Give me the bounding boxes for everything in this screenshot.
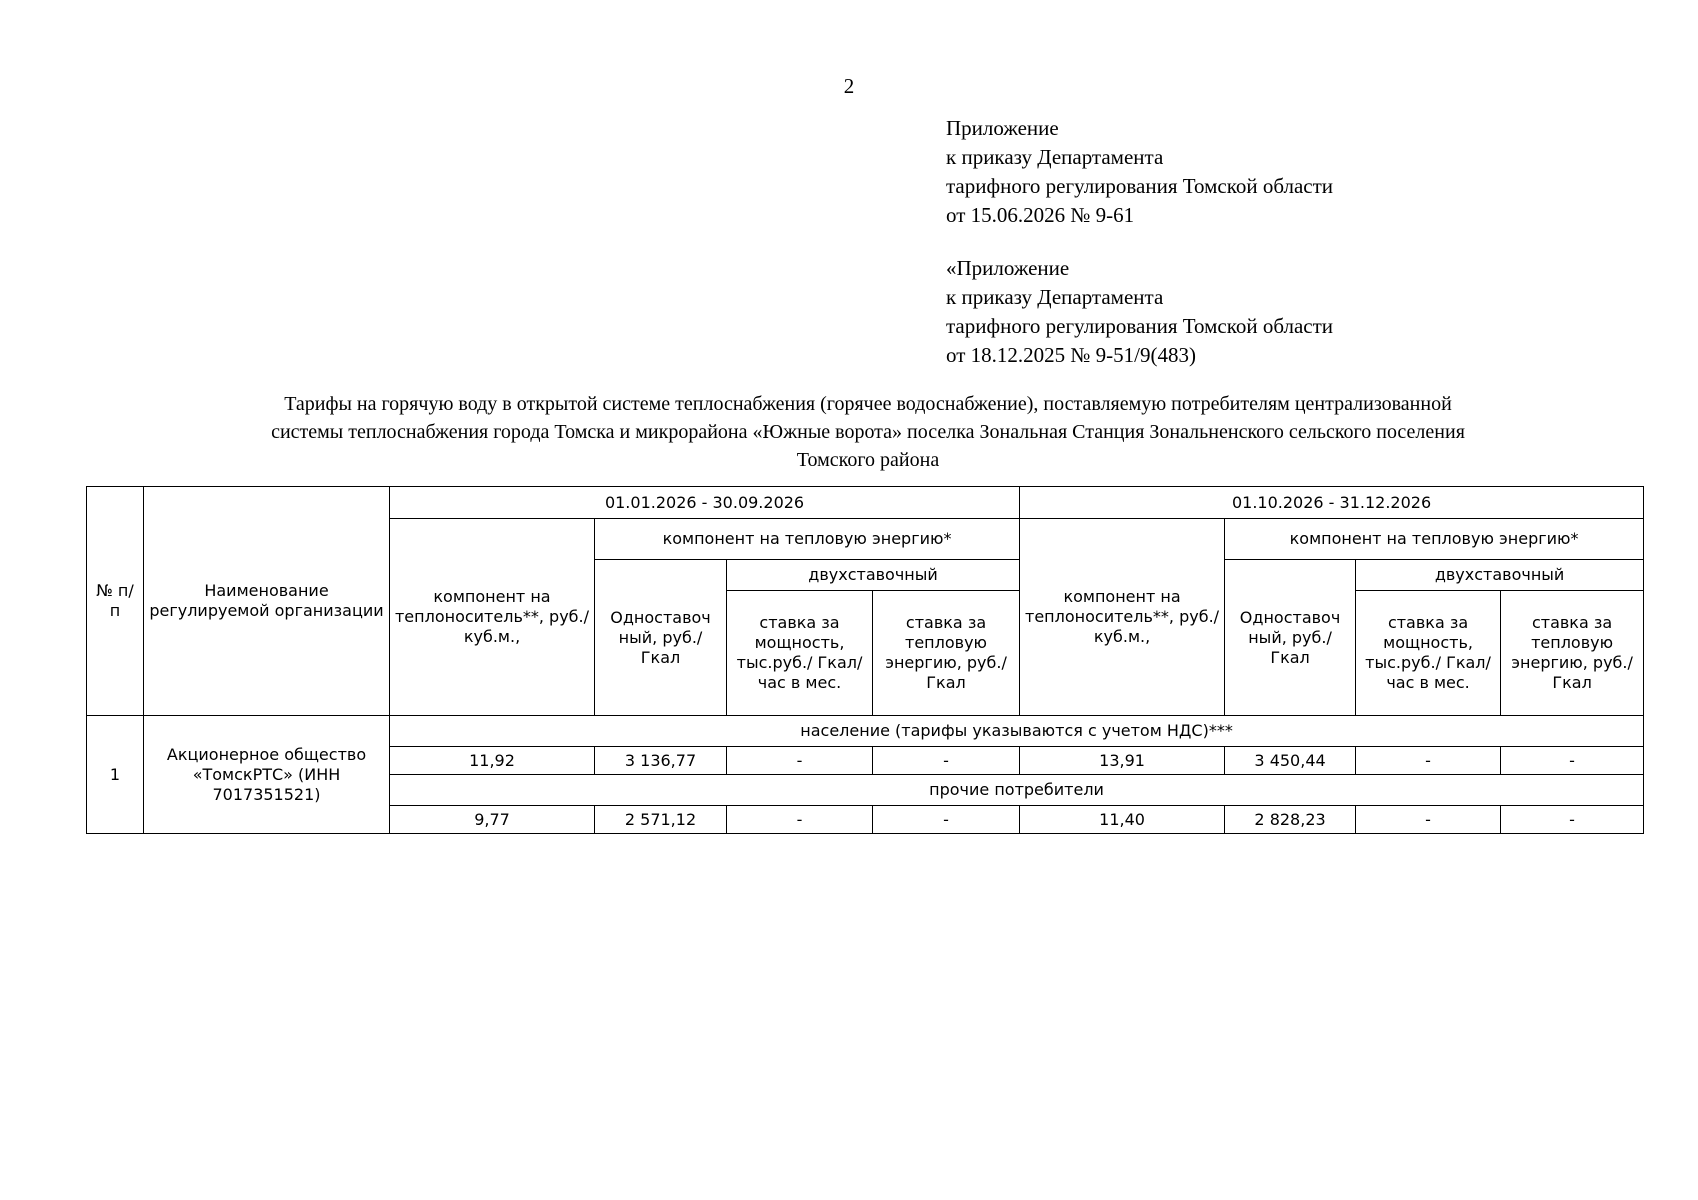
appendix-current-line: Приложение xyxy=(946,116,1059,140)
appendix-previous-line: «Приложение xyxy=(946,256,1070,280)
table-cell: - xyxy=(1356,747,1501,775)
row-org-name: Акционерное общество «ТомскРТС» (ИНН 7017351521) xyxy=(144,716,390,834)
table-cell: - xyxy=(727,806,873,834)
document-title-line: системы теплоснабжения города Томска и микрорайона «Южные ворота» поселка Зональная Станция Зональненского сельского поселения xyxy=(271,421,1465,443)
header-heat-component-2: компонент на тепловую энергию* xyxy=(1225,519,1644,560)
appendix-previous-line: к приказу Департамента xyxy=(946,285,1164,309)
table-cell: 2 828,23 xyxy=(1225,806,1356,834)
tariff-table xyxy=(86,486,1644,834)
header-two-rate-1: двухставочный xyxy=(727,560,1020,591)
consumer-group-label: население (тарифы указываются с учетом НДС)*** xyxy=(390,716,1644,747)
header-coolant-component-2: компонент на теплоноситель**, руб./куб.м., xyxy=(1020,519,1225,716)
consumer-group-label: прочие потребители xyxy=(390,775,1644,806)
table-cell: 11,40 xyxy=(1020,806,1225,834)
header-two-rate-2: двухставочный xyxy=(1356,560,1644,591)
table-cell: 9,77 xyxy=(390,806,595,834)
row-num: 1 xyxy=(87,716,144,834)
appendix-current-line: от 15.06.2026 № 9-61 xyxy=(946,203,1135,227)
table-cell: 3 136,77 xyxy=(595,747,727,775)
table-cell: - xyxy=(727,747,873,775)
appendix-current-line: тарифного регулирования Томской области xyxy=(946,174,1334,198)
appendix-current xyxy=(946,114,1333,230)
header-num: № п/п xyxy=(87,487,144,716)
page-number: 2 xyxy=(843,74,855,98)
header-capacity-rate-1: ставка за мощность, тыс.руб./ Гкал/час в мес. xyxy=(727,591,873,716)
table-cell: - xyxy=(1501,747,1644,775)
header-single-rate-1: Одноставоч ный, руб./Гкал xyxy=(595,560,727,716)
header-single-rate-2: Одноставоч ный, руб./Гкал xyxy=(1225,560,1356,716)
header-capacity-rate-2: ставка за мощность, тыс.руб./ Гкал/час в мес. xyxy=(1356,591,1501,716)
header-energy-rate-1: ставка за тепловую энергию, руб./Гкал xyxy=(873,591,1020,716)
header-heat-component-1: компонент на тепловую энергию* xyxy=(595,519,1020,560)
table-cell: - xyxy=(873,747,1020,775)
header-period-2: 01.10.2026 - 31.12.2026 xyxy=(1020,487,1644,519)
document-title-line: Тарифы на горячую воду в открытой системе теплоснабжения (горячее водоснабжение), поставляемую потребителям централизованной xyxy=(284,393,1452,415)
document-title xyxy=(118,390,1618,474)
appendix-previous-line: тарифного регулирования Томской области xyxy=(946,314,1334,338)
table-cell: - xyxy=(1501,806,1644,834)
table-cell: - xyxy=(1356,806,1501,834)
table-cell: 3 450,44 xyxy=(1225,747,1356,775)
table-cell: 11,92 xyxy=(390,747,595,775)
header-energy-rate-2: ставка за тепловую энергию, руб./Гкал xyxy=(1501,591,1644,716)
header-org-name: Наименование регулируемой организации xyxy=(144,487,390,716)
header-period-1: 01.01.2026 - 30.09.2026 xyxy=(390,487,1020,519)
header-coolant-component-1: компонент на теплоноситель**, руб./куб.м., xyxy=(390,519,595,716)
document-title-line: Томского района xyxy=(796,449,940,471)
table-cell: - xyxy=(873,806,1020,834)
table-cell: 2 571,12 xyxy=(595,806,727,834)
table-cell: 13,91 xyxy=(1020,747,1225,775)
appendix-current-line: к приказу Департамента xyxy=(946,145,1164,169)
appendix-previous-line: от 18.12.2025 № 9-51/9(483) xyxy=(946,343,1197,367)
appendix-previous xyxy=(946,254,1333,370)
